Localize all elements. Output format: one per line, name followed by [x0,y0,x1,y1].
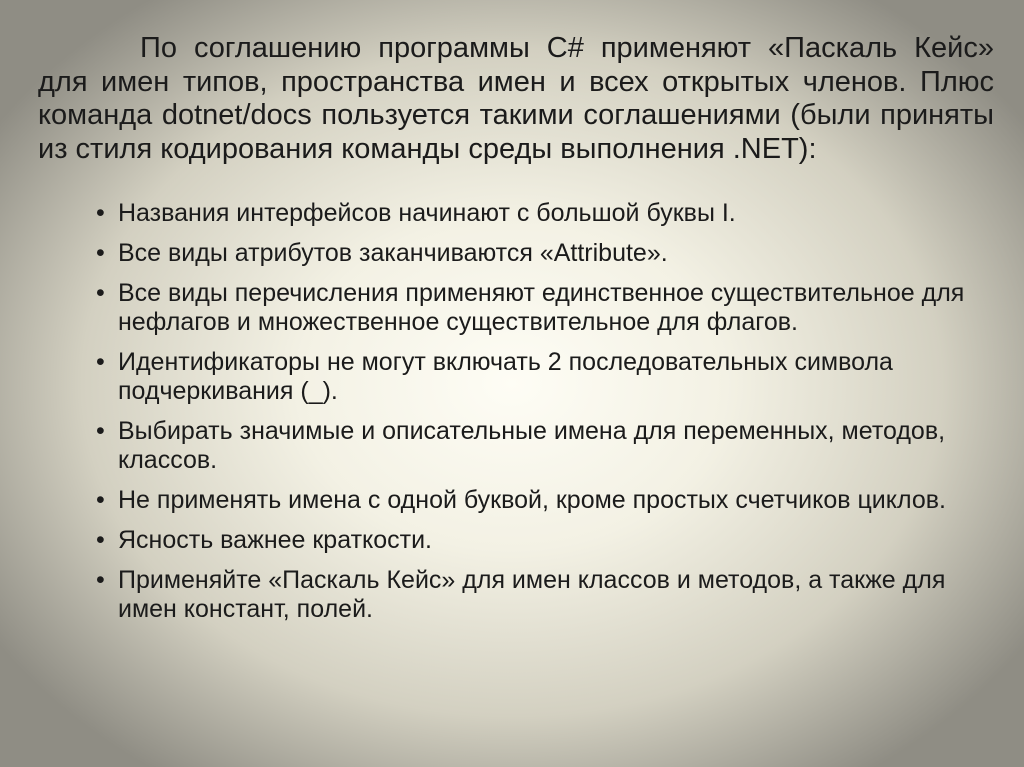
bullet-icon: • [96,348,105,376]
bullet-icon: • [96,526,105,554]
intro-paragraph: По соглашению программы C# применяют «Паскаль Кейс» для имен типов, пространства имен и всех открытых членов. Плюс команда dotnet/docs пользуется такими соглашениями (были приняты из стиля кодирования команды среды выполнения .NET): [38,32,994,165]
list-item [96,526,996,555]
bullet-icon: • [96,417,105,445]
bullet-text: Все виды атрибутов заканчиваются «Attribute». [118,239,668,267]
bullet-text: Все виды перечисления применяют единственное существительное для нефлагов и множественное существительное для флагов. [118,279,965,336]
list-item [96,566,996,624]
bullet-text: Выбирать значимые и описательные имена для переменных, методов, классов. [118,417,946,474]
list-item [96,348,996,406]
bullet-list [96,199,996,635]
list-item [96,239,996,268]
bullet-icon: • [96,486,105,514]
list-item [96,417,996,475]
bullet-text: Применяйте «Паскаль Кейс» для имен классов и методов, а также для имен констант, полей. [118,566,946,623]
list-item [96,279,996,337]
list-item [96,199,996,228]
bullet-text: Названия интерфейсов начинают с большой буквы I. [118,199,736,227]
bullet-text: Идентификаторы не могут включать 2 последовательных символа подчеркивания (_). [118,348,893,405]
bullet-icon: • [96,566,105,594]
bullet-icon: • [96,279,105,307]
bullet-icon: • [96,239,105,267]
bullet-icon: • [96,199,105,227]
list-item [96,486,996,515]
bullet-text: Ясность важнее краткости. [118,526,433,554]
bullet-text: Не применять имена с одной буквой, кроме простых счетчиков циклов. [118,486,946,514]
